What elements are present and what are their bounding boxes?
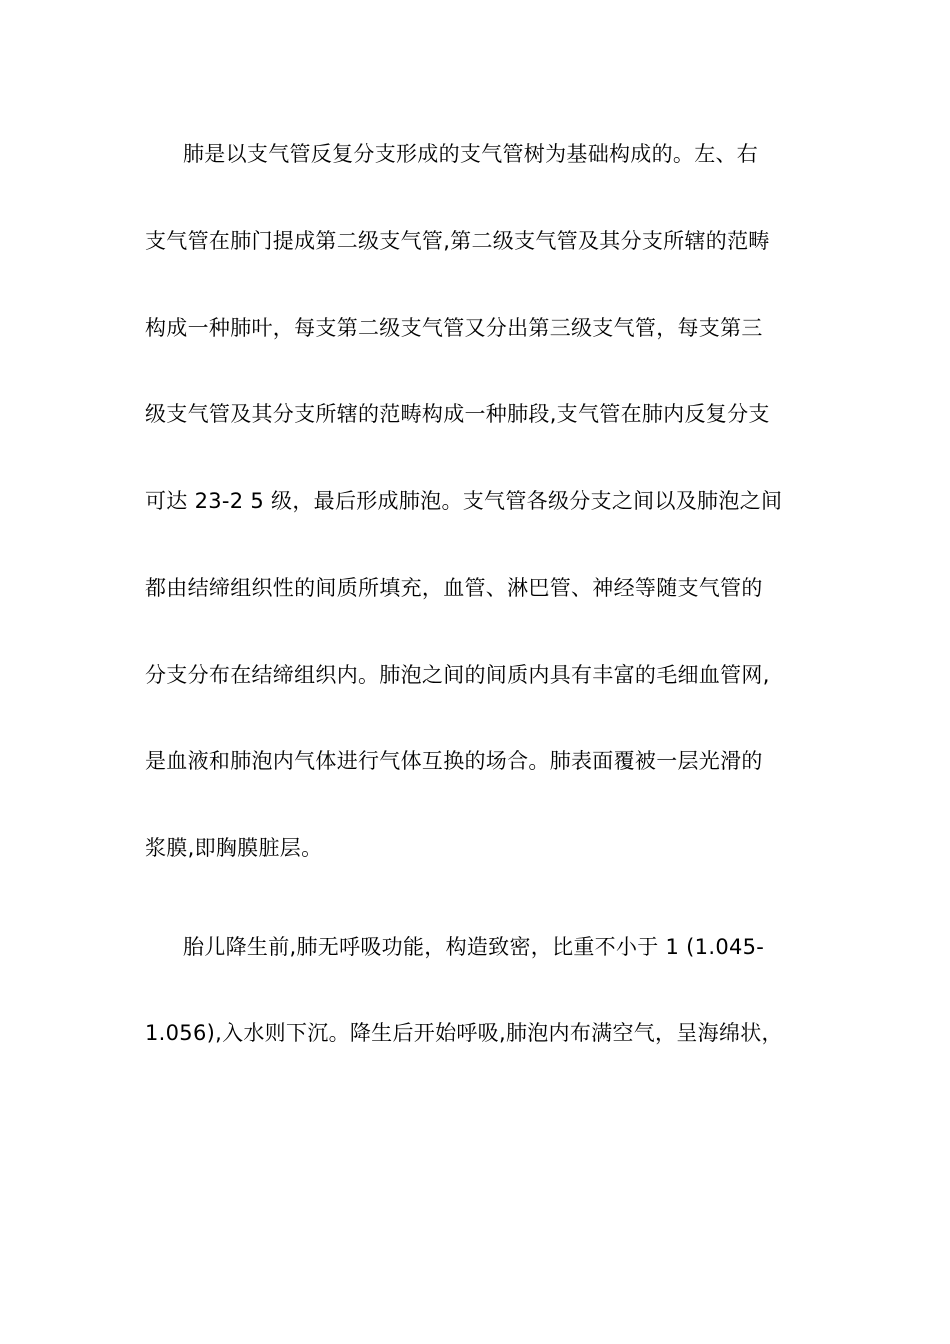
text-line: 都由结缔组织性的间质所填充，血管、淋巴管、神经等随支气管的 [145, 576, 763, 600]
text-line: 肺是以支气管反复分支形成的支气管树为基础构成的。左、右 [183, 142, 759, 166]
text-line: 支气管在肺门提成第二级支气管,第二级支气管及其分支所辖的范畴 [145, 229, 770, 253]
text-line: 浆膜,即胸膜脏层。 [145, 836, 323, 860]
text-line: 分支分布在结缔组织内。肺泡之间的间质内具有丰富的毛细血管网, [145, 663, 770, 687]
text-line: 构成一种肺叶，每支第二级支气管又分出第三级支气管，每支第三 [145, 316, 763, 340]
text-line: 是血液和肺泡内气体进行气体互换的场合。肺表面覆被一层光滑的 [145, 749, 763, 773]
text-line: 1.056),入水则下沉。降生后开始呼吸,肺泡内布满空气，呈海绵状， [145, 1021, 783, 1045]
text-line: 可达 23-2 5 级，最后形成肺泡。支气管各级分支之间以及肺泡之间 [145, 489, 783, 513]
text-line: 胎儿降生前,肺无呼吸功能，构造致密，比重不小于 1 (1.045- [183, 935, 765, 959]
text-line: 级支气管及其分支所辖的范畴构成一种肺段,支气管在肺内反复分支 [145, 402, 770, 426]
